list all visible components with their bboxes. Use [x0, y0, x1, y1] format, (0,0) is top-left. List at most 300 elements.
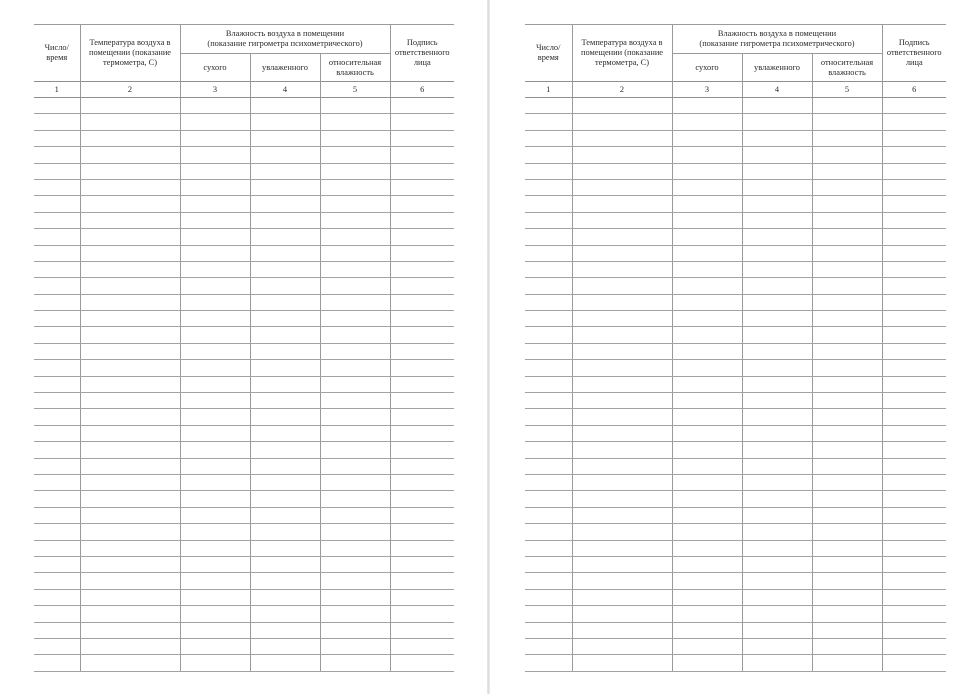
table-cell-col-6[interactable]	[390, 343, 454, 359]
table-cell-col-6[interactable]	[882, 343, 946, 359]
table-cell-col-1[interactable]	[34, 376, 80, 392]
table-cell-col-4[interactable]	[742, 425, 812, 441]
table-cell-col-5[interactable]	[320, 622, 390, 638]
table-cell-col-2[interactable]	[572, 589, 672, 605]
table-cell-col-6[interactable]	[390, 655, 454, 671]
table-cell-col-6[interactable]	[882, 638, 946, 654]
table-cell-col-5[interactable]	[812, 130, 882, 146]
table-cell-col-5[interactable]	[320, 130, 390, 146]
table-cell-col-6[interactable]	[882, 524, 946, 540]
table-cell-col-4[interactable]	[742, 229, 812, 245]
table-cell-col-6[interactable]	[882, 474, 946, 490]
table-cell-col-4[interactable]	[742, 655, 812, 671]
table-cell-col-3[interactable]	[672, 229, 742, 245]
table-cell-col-3[interactable]	[672, 261, 742, 277]
table-cell-col-2[interactable]	[80, 98, 180, 114]
table-cell-col-2[interactable]	[80, 163, 180, 179]
table-cell-col-2[interactable]	[572, 474, 672, 490]
table-cell-col-6[interactable]	[882, 458, 946, 474]
table-cell-col-3[interactable]	[180, 294, 250, 310]
table-cell-col-3[interactable]	[180, 311, 250, 327]
table-cell-col-3[interactable]	[672, 163, 742, 179]
table-cell-col-3[interactable]	[672, 311, 742, 327]
table-cell-col-5[interactable]	[812, 212, 882, 228]
table-cell-col-5[interactable]	[812, 474, 882, 490]
table-cell-col-3[interactable]	[672, 179, 742, 195]
table-cell-col-4[interactable]	[250, 606, 320, 622]
table-cell-col-5[interactable]	[812, 179, 882, 195]
table-cell-col-2[interactable]	[80, 130, 180, 146]
table-cell-col-1[interactable]	[525, 540, 572, 556]
table-cell-col-4[interactable]	[742, 130, 812, 146]
table-cell-col-5[interactable]	[320, 638, 390, 654]
table-cell-col-1[interactable]	[525, 98, 572, 114]
table-cell-col-2[interactable]	[572, 458, 672, 474]
table-cell-col-1[interactable]	[34, 524, 80, 540]
table-cell-col-2[interactable]	[80, 458, 180, 474]
table-cell-col-6[interactable]	[390, 98, 454, 114]
table-cell-col-6[interactable]	[882, 294, 946, 310]
table-cell-col-1[interactable]	[525, 507, 572, 523]
table-cell-col-1[interactable]	[34, 294, 80, 310]
table-cell-col-6[interactable]	[390, 261, 454, 277]
table-cell-col-2[interactable]	[80, 606, 180, 622]
table-cell-col-5[interactable]	[320, 311, 390, 327]
table-cell-col-3[interactable]	[672, 130, 742, 146]
table-cell-col-4[interactable]	[250, 179, 320, 195]
table-cell-col-3[interactable]	[180, 278, 250, 294]
table-cell-col-2[interactable]	[80, 179, 180, 195]
table-cell-col-4[interactable]	[742, 458, 812, 474]
table-cell-col-1[interactable]	[525, 376, 572, 392]
table-cell-col-4[interactable]	[250, 376, 320, 392]
table-cell-col-5[interactable]	[320, 278, 390, 294]
table-cell-col-5[interactable]	[812, 540, 882, 556]
table-cell-col-4[interactable]	[250, 622, 320, 638]
table-cell-col-4[interactable]	[742, 212, 812, 228]
table-cell-col-2[interactable]	[572, 524, 672, 540]
table-cell-col-1[interactable]	[34, 507, 80, 523]
table-cell-col-2[interactable]	[80, 393, 180, 409]
table-cell-col-6[interactable]	[390, 147, 454, 163]
table-cell-col-3[interactable]	[180, 589, 250, 605]
table-cell-col-5[interactable]	[812, 442, 882, 458]
table-cell-col-1[interactable]	[34, 98, 80, 114]
table-cell-col-5[interactable]	[320, 114, 390, 130]
table-cell-col-6[interactable]	[882, 442, 946, 458]
table-cell-col-2[interactable]	[80, 311, 180, 327]
table-cell-col-4[interactable]	[742, 114, 812, 130]
table-cell-col-5[interactable]	[320, 212, 390, 228]
table-cell-col-6[interactable]	[882, 245, 946, 261]
table-cell-col-2[interactable]	[572, 196, 672, 212]
table-cell-col-5[interactable]	[320, 376, 390, 392]
table-cell-col-3[interactable]	[672, 540, 742, 556]
table-cell-col-6[interactable]	[882, 491, 946, 507]
table-cell-col-6[interactable]	[882, 114, 946, 130]
table-cell-col-4[interactable]	[250, 638, 320, 654]
table-cell-col-4[interactable]	[742, 606, 812, 622]
table-cell-col-1[interactable]	[525, 327, 572, 343]
table-cell-col-1[interactable]	[525, 311, 572, 327]
table-cell-col-4[interactable]	[742, 196, 812, 212]
table-cell-col-3[interactable]	[672, 98, 742, 114]
table-cell-col-5[interactable]	[812, 343, 882, 359]
table-cell-col-1[interactable]	[525, 114, 572, 130]
table-cell-col-2[interactable]	[80, 278, 180, 294]
table-cell-col-2[interactable]	[572, 606, 672, 622]
table-cell-col-1[interactable]	[525, 524, 572, 540]
table-cell-col-1[interactable]	[34, 556, 80, 572]
table-cell-col-3[interactable]	[180, 229, 250, 245]
table-cell-col-1[interactable]	[525, 196, 572, 212]
table-cell-col-4[interactable]	[742, 294, 812, 310]
table-cell-col-5[interactable]	[320, 442, 390, 458]
table-cell-col-3[interactable]	[180, 622, 250, 638]
table-cell-col-6[interactable]	[882, 278, 946, 294]
table-cell-col-3[interactable]	[180, 393, 250, 409]
table-cell-col-6[interactable]	[390, 130, 454, 146]
table-cell-col-1[interactable]	[34, 655, 80, 671]
table-cell-col-2[interactable]	[80, 261, 180, 277]
table-cell-col-2[interactable]	[572, 360, 672, 376]
table-cell-col-4[interactable]	[250, 474, 320, 490]
table-cell-col-6[interactable]	[882, 229, 946, 245]
table-cell-col-2[interactable]	[80, 147, 180, 163]
table-cell-col-5[interactable]	[320, 327, 390, 343]
table-cell-col-4[interactable]	[250, 229, 320, 245]
table-cell-col-4[interactable]	[250, 655, 320, 671]
table-cell-col-1[interactable]	[34, 409, 80, 425]
table-cell-col-2[interactable]	[80, 114, 180, 130]
table-cell-col-5[interactable]	[812, 98, 882, 114]
table-cell-col-3[interactable]	[672, 524, 742, 540]
table-cell-col-5[interactable]	[812, 507, 882, 523]
table-cell-col-4[interactable]	[250, 393, 320, 409]
table-cell-col-3[interactable]	[672, 491, 742, 507]
table-cell-col-2[interactable]	[80, 327, 180, 343]
table-cell-col-5[interactable]	[812, 393, 882, 409]
table-cell-col-6[interactable]	[882, 360, 946, 376]
table-cell-col-4[interactable]	[250, 524, 320, 540]
table-cell-col-4[interactable]	[742, 409, 812, 425]
table-cell-col-1[interactable]	[34, 261, 80, 277]
table-cell-col-6[interactable]	[882, 261, 946, 277]
table-cell-col-6[interactable]	[390, 524, 454, 540]
table-cell-col-2[interactable]	[80, 524, 180, 540]
table-cell-col-6[interactable]	[390, 245, 454, 261]
table-cell-col-2[interactable]	[572, 278, 672, 294]
table-cell-col-3[interactable]	[180, 163, 250, 179]
table-cell-col-2[interactable]	[572, 212, 672, 228]
table-cell-col-1[interactable]	[34, 425, 80, 441]
table-cell-col-5[interactable]	[812, 114, 882, 130]
table-cell-col-2[interactable]	[572, 343, 672, 359]
table-cell-col-5[interactable]	[812, 638, 882, 654]
table-cell-col-6[interactable]	[390, 442, 454, 458]
table-cell-col-3[interactable]	[180, 212, 250, 228]
table-cell-col-4[interactable]	[250, 409, 320, 425]
table-cell-col-5[interactable]	[320, 540, 390, 556]
table-cell-col-5[interactable]	[812, 245, 882, 261]
table-cell-col-1[interactable]	[34, 589, 80, 605]
table-cell-col-4[interactable]	[742, 442, 812, 458]
table-cell-col-2[interactable]	[572, 130, 672, 146]
table-cell-col-1[interactable]	[34, 360, 80, 376]
table-cell-col-3[interactable]	[180, 376, 250, 392]
table-cell-col-1[interactable]	[34, 622, 80, 638]
table-cell-col-4[interactable]	[742, 343, 812, 359]
table-cell-col-6[interactable]	[390, 294, 454, 310]
table-cell-col-4[interactable]	[250, 458, 320, 474]
table-cell-col-5[interactable]	[320, 229, 390, 245]
table-cell-col-4[interactable]	[742, 261, 812, 277]
table-cell-col-5[interactable]	[320, 507, 390, 523]
table-cell-col-3[interactable]	[180, 655, 250, 671]
table-cell-col-5[interactable]	[320, 491, 390, 507]
table-cell-col-5[interactable]	[320, 98, 390, 114]
table-cell-col-2[interactable]	[572, 622, 672, 638]
table-cell-col-2[interactable]	[572, 163, 672, 179]
table-cell-col-3[interactable]	[180, 179, 250, 195]
table-cell-col-5[interactable]	[320, 393, 390, 409]
table-cell-col-2[interactable]	[80, 540, 180, 556]
table-cell-col-4[interactable]	[742, 278, 812, 294]
table-cell-col-3[interactable]	[180, 573, 250, 589]
table-cell-col-1[interactable]	[34, 278, 80, 294]
table-cell-col-5[interactable]	[812, 229, 882, 245]
table-cell-col-5[interactable]	[812, 622, 882, 638]
table-cell-col-4[interactable]	[250, 278, 320, 294]
table-cell-col-4[interactable]	[742, 540, 812, 556]
table-cell-col-4[interactable]	[250, 491, 320, 507]
table-cell-col-3[interactable]	[672, 474, 742, 490]
table-cell-col-4[interactable]	[742, 147, 812, 163]
table-cell-col-6[interactable]	[882, 163, 946, 179]
table-cell-col-3[interactable]	[180, 130, 250, 146]
table-cell-col-5[interactable]	[320, 261, 390, 277]
table-cell-col-3[interactable]	[672, 409, 742, 425]
table-cell-col-6[interactable]	[390, 311, 454, 327]
table-cell-col-1[interactable]	[525, 179, 572, 195]
table-cell-col-5[interactable]	[320, 524, 390, 540]
table-cell-col-6[interactable]	[390, 393, 454, 409]
table-cell-col-4[interactable]	[250, 212, 320, 228]
table-cell-col-3[interactable]	[180, 409, 250, 425]
table-cell-col-4[interactable]	[250, 442, 320, 458]
table-cell-col-3[interactable]	[672, 343, 742, 359]
table-cell-col-5[interactable]	[320, 147, 390, 163]
table-cell-col-2[interactable]	[572, 147, 672, 163]
table-cell-col-1[interactable]	[525, 261, 572, 277]
table-cell-col-3[interactable]	[672, 507, 742, 523]
table-cell-col-6[interactable]	[390, 196, 454, 212]
table-cell-col-2[interactable]	[80, 294, 180, 310]
table-cell-col-5[interactable]	[320, 179, 390, 195]
table-cell-col-3[interactable]	[672, 114, 742, 130]
table-cell-col-5[interactable]	[812, 360, 882, 376]
table-cell-col-2[interactable]	[80, 474, 180, 490]
table-cell-col-5[interactable]	[812, 556, 882, 572]
table-cell-col-3[interactable]	[672, 147, 742, 163]
table-cell-col-3[interactable]	[672, 278, 742, 294]
table-cell-col-6[interactable]	[390, 163, 454, 179]
table-cell-col-5[interactable]	[812, 278, 882, 294]
table-cell-col-3[interactable]	[672, 360, 742, 376]
table-cell-col-3[interactable]	[672, 458, 742, 474]
table-cell-col-1[interactable]	[525, 278, 572, 294]
table-cell-col-1[interactable]	[525, 409, 572, 425]
table-cell-col-2[interactable]	[572, 376, 672, 392]
table-cell-col-4[interactable]	[742, 507, 812, 523]
table-cell-col-4[interactable]	[250, 261, 320, 277]
table-cell-col-3[interactable]	[672, 376, 742, 392]
table-cell-col-6[interactable]	[882, 212, 946, 228]
table-cell-col-3[interactable]	[672, 606, 742, 622]
table-cell-col-4[interactable]	[250, 360, 320, 376]
table-cell-col-2[interactable]	[80, 655, 180, 671]
table-cell-col-4[interactable]	[250, 245, 320, 261]
table-cell-col-4[interactable]	[250, 343, 320, 359]
table-cell-col-1[interactable]	[34, 327, 80, 343]
table-cell-col-6[interactable]	[882, 376, 946, 392]
table-cell-col-2[interactable]	[80, 622, 180, 638]
table-cell-col-1[interactable]	[34, 196, 80, 212]
table-cell-col-1[interactable]	[34, 573, 80, 589]
table-cell-col-2[interactable]	[572, 245, 672, 261]
table-cell-col-3[interactable]	[180, 245, 250, 261]
table-cell-col-3[interactable]	[180, 556, 250, 572]
table-cell-col-3[interactable]	[672, 622, 742, 638]
table-cell-col-1[interactable]	[34, 229, 80, 245]
table-cell-col-6[interactable]	[390, 606, 454, 622]
table-cell-col-1[interactable]	[525, 147, 572, 163]
table-cell-col-3[interactable]	[672, 589, 742, 605]
table-cell-col-1[interactable]	[34, 606, 80, 622]
table-cell-col-1[interactable]	[34, 311, 80, 327]
table-cell-col-5[interactable]	[320, 556, 390, 572]
table-cell-col-1[interactable]	[34, 474, 80, 490]
table-cell-col-6[interactable]	[390, 179, 454, 195]
table-cell-col-3[interactable]	[672, 655, 742, 671]
table-cell-col-6[interactable]	[390, 376, 454, 392]
table-cell-col-4[interactable]	[742, 393, 812, 409]
table-cell-col-2[interactable]	[572, 294, 672, 310]
table-cell-col-2[interactable]	[80, 573, 180, 589]
table-cell-col-4[interactable]	[250, 311, 320, 327]
table-cell-col-4[interactable]	[250, 589, 320, 605]
table-cell-col-6[interactable]	[390, 573, 454, 589]
table-cell-col-6[interactable]	[882, 556, 946, 572]
table-cell-col-3[interactable]	[672, 425, 742, 441]
table-cell-col-4[interactable]	[742, 327, 812, 343]
table-cell-col-2[interactable]	[80, 638, 180, 654]
table-cell-col-5[interactable]	[320, 409, 390, 425]
table-cell-col-5[interactable]	[812, 261, 882, 277]
table-cell-col-5[interactable]	[812, 606, 882, 622]
table-cell-col-6[interactable]	[390, 474, 454, 490]
table-cell-col-5[interactable]	[812, 311, 882, 327]
table-cell-col-6[interactable]	[390, 622, 454, 638]
table-cell-col-4[interactable]	[742, 524, 812, 540]
table-cell-col-5[interactable]	[812, 327, 882, 343]
table-cell-col-3[interactable]	[672, 573, 742, 589]
table-cell-col-3[interactable]	[180, 98, 250, 114]
table-cell-col-1[interactable]	[525, 573, 572, 589]
table-cell-col-3[interactable]	[672, 212, 742, 228]
table-cell-col-4[interactable]	[250, 294, 320, 310]
table-cell-col-5[interactable]	[812, 589, 882, 605]
table-cell-col-5[interactable]	[812, 655, 882, 671]
table-cell-col-1[interactable]	[34, 540, 80, 556]
table-cell-col-6[interactable]	[882, 655, 946, 671]
table-cell-col-6[interactable]	[882, 327, 946, 343]
table-cell-col-6[interactable]	[390, 114, 454, 130]
table-cell-col-6[interactable]	[390, 540, 454, 556]
table-cell-col-4[interactable]	[742, 589, 812, 605]
table-cell-col-1[interactable]	[34, 179, 80, 195]
table-cell-col-1[interactable]	[525, 343, 572, 359]
table-cell-col-5[interactable]	[320, 655, 390, 671]
table-cell-col-6[interactable]	[882, 425, 946, 441]
table-cell-col-4[interactable]	[250, 163, 320, 179]
table-cell-col-6[interactable]	[390, 589, 454, 605]
table-cell-col-4[interactable]	[250, 327, 320, 343]
table-cell-col-1[interactable]	[34, 442, 80, 458]
table-cell-col-4[interactable]	[250, 147, 320, 163]
table-cell-col-1[interactable]	[525, 622, 572, 638]
table-cell-col-2[interactable]	[80, 229, 180, 245]
table-cell-col-4[interactable]	[742, 556, 812, 572]
table-cell-col-2[interactable]	[80, 425, 180, 441]
table-cell-col-2[interactable]	[572, 638, 672, 654]
table-cell-col-2[interactable]	[80, 409, 180, 425]
table-cell-col-5[interactable]	[320, 606, 390, 622]
table-cell-col-1[interactable]	[525, 425, 572, 441]
table-cell-col-1[interactable]	[525, 589, 572, 605]
table-cell-col-3[interactable]	[180, 458, 250, 474]
table-cell-col-4[interactable]	[250, 507, 320, 523]
table-cell-col-1[interactable]	[34, 245, 80, 261]
table-cell-col-3[interactable]	[672, 638, 742, 654]
table-cell-col-5[interactable]	[812, 294, 882, 310]
table-cell-col-5[interactable]	[812, 573, 882, 589]
table-cell-col-6[interactable]	[882, 589, 946, 605]
table-cell-col-5[interactable]	[812, 196, 882, 212]
table-cell-col-1[interactable]	[525, 491, 572, 507]
table-cell-col-3[interactable]	[672, 556, 742, 572]
table-cell-col-4[interactable]	[250, 196, 320, 212]
table-cell-col-6[interactable]	[390, 229, 454, 245]
table-cell-col-3[interactable]	[180, 261, 250, 277]
table-cell-col-1[interactable]	[34, 163, 80, 179]
table-cell-col-1[interactable]	[34, 458, 80, 474]
table-cell-col-5[interactable]	[320, 573, 390, 589]
table-cell-col-3[interactable]	[180, 507, 250, 523]
table-cell-col-3[interactable]	[180, 474, 250, 490]
table-cell-col-2[interactable]	[572, 327, 672, 343]
table-cell-col-4[interactable]	[250, 540, 320, 556]
table-cell-col-2[interactable]	[572, 261, 672, 277]
table-cell-col-2[interactable]	[572, 573, 672, 589]
table-cell-col-4[interactable]	[742, 376, 812, 392]
table-cell-col-5[interactable]	[320, 163, 390, 179]
table-cell-col-6[interactable]	[882, 573, 946, 589]
table-cell-col-2[interactable]	[572, 114, 672, 130]
table-cell-col-2[interactable]	[572, 507, 672, 523]
table-cell-col-2[interactable]	[80, 212, 180, 228]
table-cell-col-1[interactable]	[525, 606, 572, 622]
